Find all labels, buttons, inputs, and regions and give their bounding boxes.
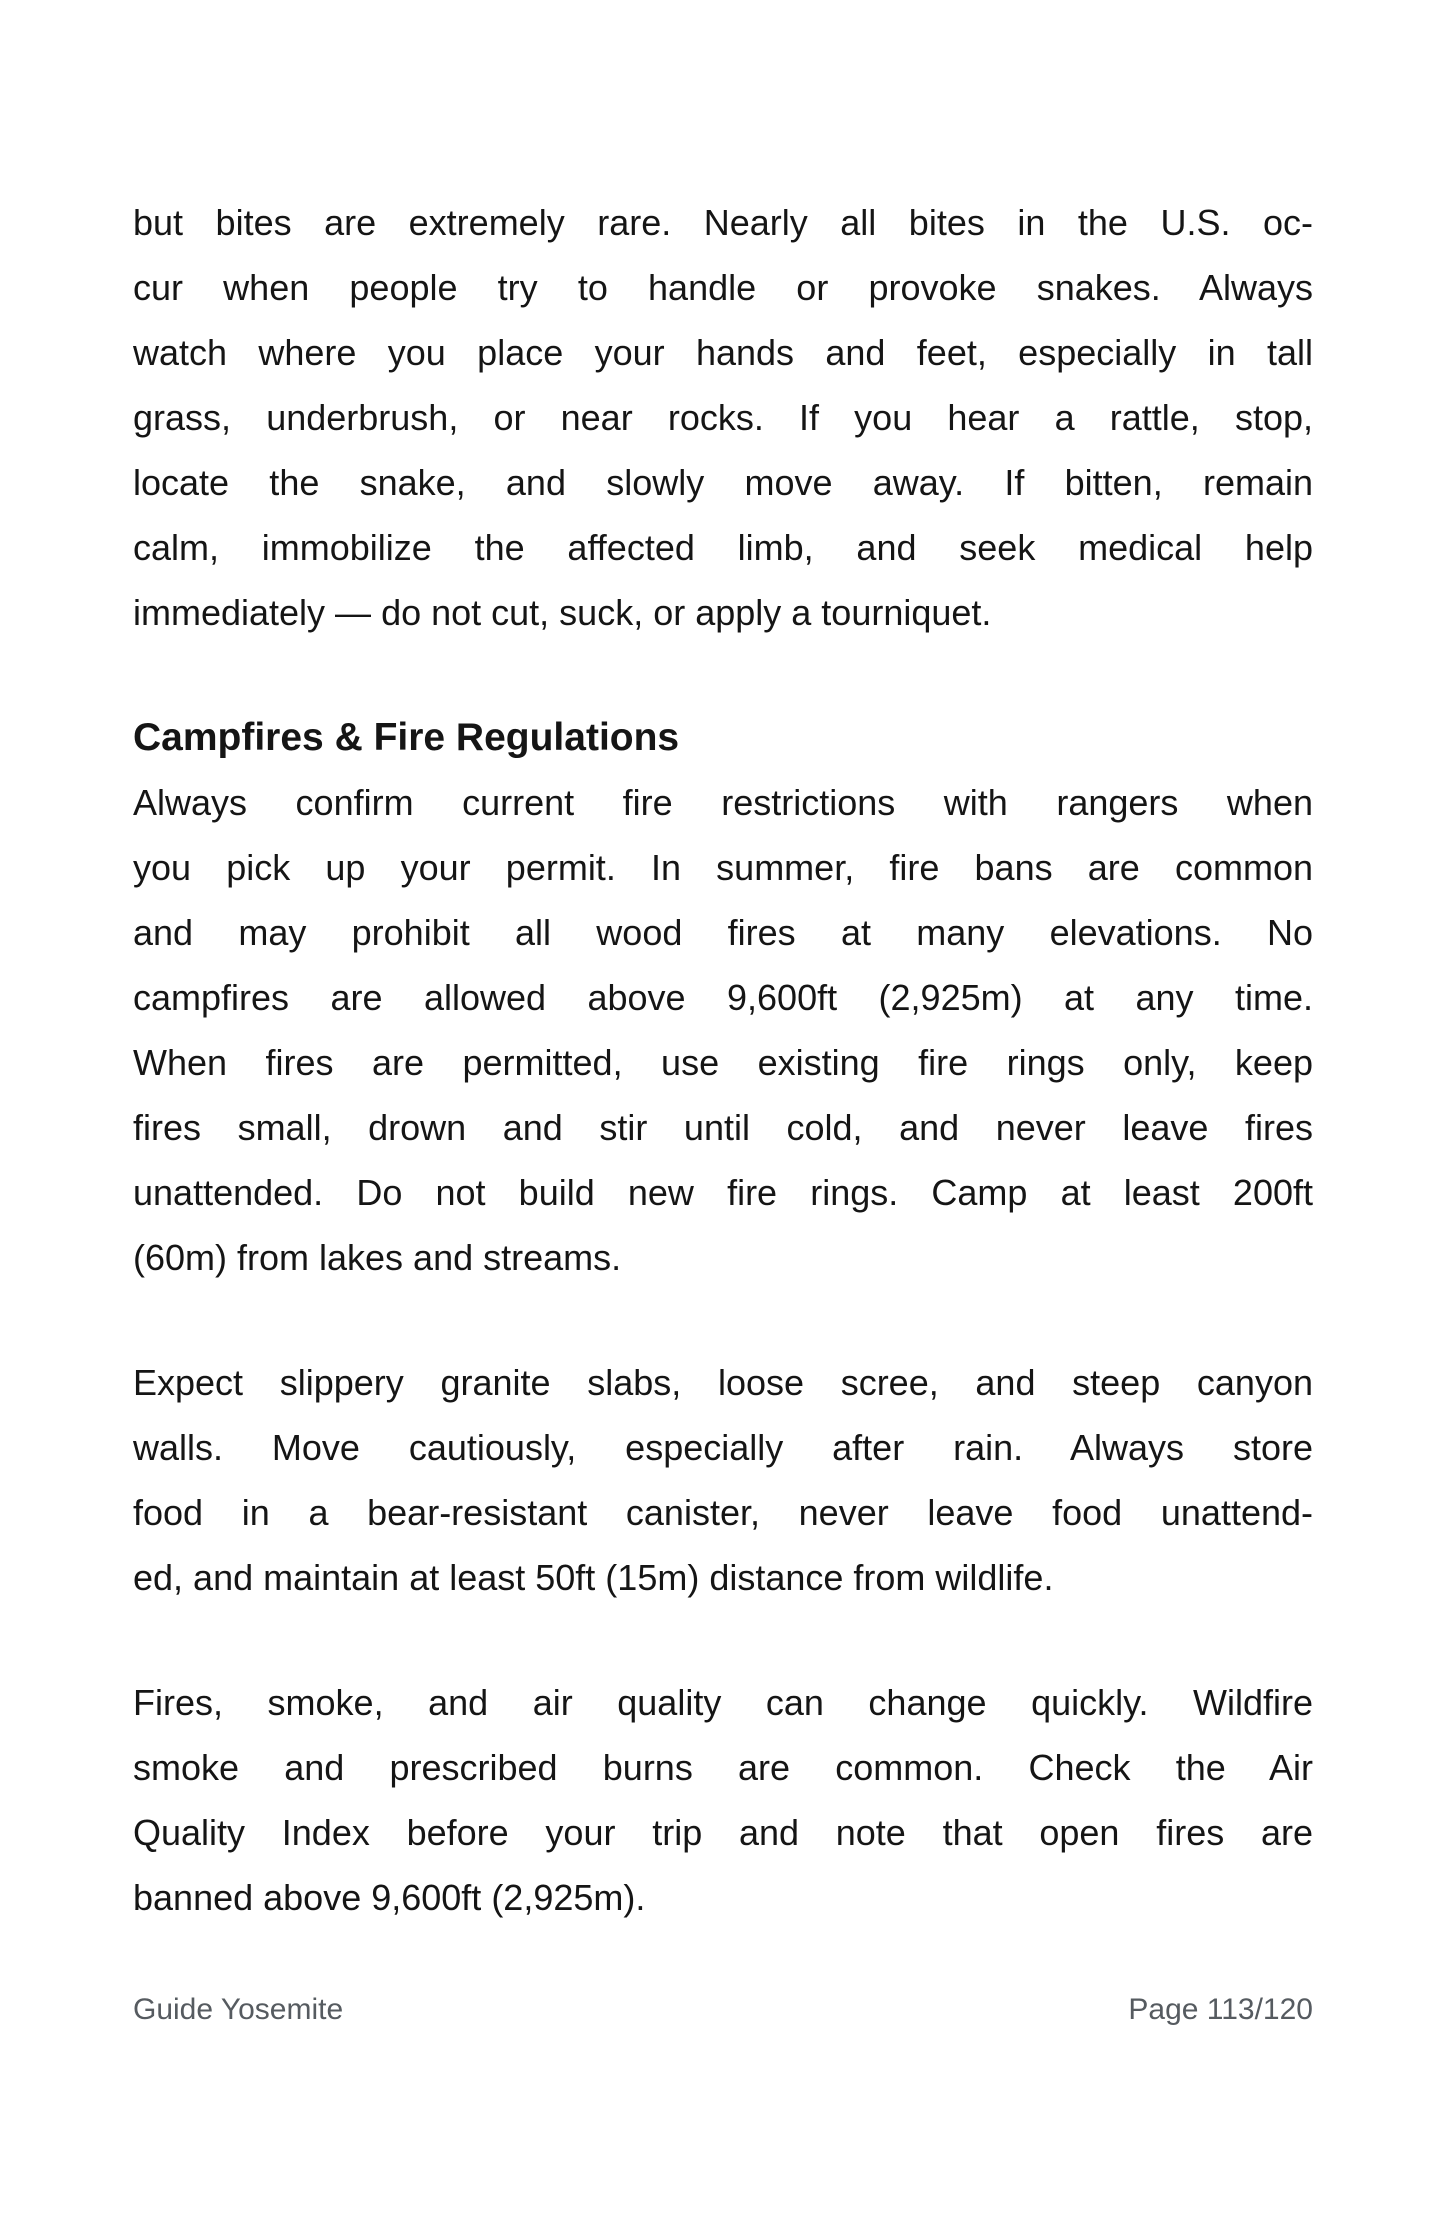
text-line: and may prohibit all wood fires at many elevations. No <box>133 912 1313 953</box>
text-line: but bites are extremely rare. Nearly all bites in the U.S. oc- <box>133 202 1313 243</box>
section-heading-campfires-fire-regulations: Campfires & Fire Regulations <box>133 716 680 759</box>
text-line: calm, immobilize the affected limb, and seek medical help <box>133 527 1313 568</box>
paragraph-snake-safety <box>133 190 1313 645</box>
paragraph-campfire-regulations <box>133 770 1313 1290</box>
text-line: watch where you place your hands and feet, especially in tall <box>133 332 1313 373</box>
paragraph-terrain-wildlife <box>133 1350 1313 1610</box>
text-line: Fires, smoke, and air quality can change quickly. Wildfire <box>133 1682 1313 1723</box>
text-line: (60m) from lakes and streams. <box>133 1237 622 1278</box>
text-line: food in a bear-resistant canister, never leave food unattend- <box>133 1492 1313 1533</box>
text-line: Expect slippery granite slabs, loose scree, and steep canyon <box>133 1362 1313 1403</box>
text-line: smoke and prescribed burns are common. Check the Air <box>133 1747 1313 1788</box>
text-line: locate the snake, and slowly move away. If bitten, remain <box>133 462 1313 503</box>
text-line: banned above 9,600ft (2,925m). <box>133 1877 646 1918</box>
text-line: When fires are permitted, use existing fire rings only, keep <box>133 1042 1313 1083</box>
text-line: Quality Index before your trip and note that open fires are <box>133 1812 1313 1853</box>
text-line: Always confirm current fire restrictions with rangers when <box>133 782 1313 823</box>
text-line: ed, and maintain at least 50ft (15m) distance from wildlife. <box>133 1557 1054 1598</box>
text-line: you pick up your permit. In summer, fire bans are common <box>133 847 1313 888</box>
text-line: fires small, drown and stir until cold, and never leave fires <box>133 1107 1313 1148</box>
footer <box>133 1990 1313 2030</box>
text-line: walls. Move cautiously, especially after rain. Always store <box>133 1427 1313 1468</box>
text-line: immediately — do not cut, suck, or apply a tourniquet. <box>133 592 992 633</box>
footer-page-number: Page 113/120 <box>1128 1993 1313 2026</box>
footer-doc-title: Guide Yosemite <box>133 1993 344 2026</box>
paragraph-air-quality <box>133 1670 1313 1930</box>
text-line: grass, underbrush, or near rocks. If you hear a rattle, stop, <box>133 397 1313 438</box>
text-line: cur when people try to handle or provoke snakes. Always <box>133 267 1313 308</box>
text-line: unattended. Do not build new fire rings. Camp at least 200ft <box>133 1172 1313 1213</box>
text-line: campfires are allowed above 9,600ft (2,925m) at any time. <box>133 977 1313 1018</box>
